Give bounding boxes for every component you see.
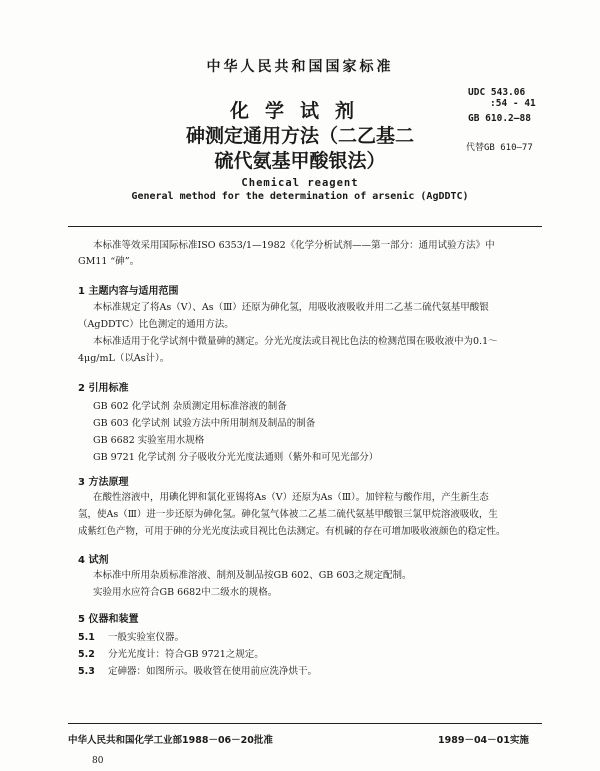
title-line-1: 化学试剂 xyxy=(229,100,370,122)
udc-number: UDC 543.06 xyxy=(468,87,526,98)
english-title-1: Chemical reagent xyxy=(241,177,359,189)
title-line-2: 砷测定通用方法（二乙基二 xyxy=(185,125,414,147)
section-1-p1-line-2: （AgDDTC）比色测定的通用方法。 xyxy=(78,319,234,330)
approval-line: 中华人民共和国化学工业部1988－06－20批准 xyxy=(68,735,273,746)
section-5-heading: 5 仪器和装置 xyxy=(78,614,139,625)
section-2-heading: 2 引用标准 xyxy=(78,383,129,394)
title-divider xyxy=(68,226,542,227)
reference-item: GB 6682 实验室用水规格 xyxy=(93,435,205,446)
udc-number-suffix: :54 - 41 xyxy=(490,98,536,109)
reference-item: GB 603 化学试剂 试验方法中所用制剂及制品的制备 xyxy=(93,418,316,429)
implementation-date: 1989－04－01实施 xyxy=(438,735,529,746)
gb-number: GB 610.2—88 xyxy=(468,113,531,124)
intro-line-1: 本标准等效采用国际标准ISO 6353/1—1982《化学分析试剂——第一部分：通用试验方法》中 xyxy=(93,240,495,251)
reference-item: GB 602 化学试剂 杂质测定用标准溶液的制备 xyxy=(93,401,287,412)
apparatus-item-number: 5.2 xyxy=(78,649,95,660)
section-3-line-3: 成紫红色产物，可用于砷的分光光度法或目视比色法测定。有机碱的存在可增加吸收液颜色的稳定性。 xyxy=(78,526,506,537)
page-number: 80 xyxy=(92,756,104,766)
apparatus-item xyxy=(78,629,184,643)
apparatus-item xyxy=(78,663,317,677)
section-3-heading: 3 方法原理 xyxy=(78,477,129,488)
section-4-heading: 4 试剂 xyxy=(78,555,109,566)
section-1-p2-line-1: 本标准适用于化学试剂中微量砷的测定。分光光度法或目视比色法的检测范围在吸收液中为0.1～ xyxy=(93,336,498,347)
section-4-line-1: 本标准中所用杂质标准溶液、制剂及制品按GB 602、GB 603之规定配制。 xyxy=(93,570,412,581)
apparatus-item-number: 5.3 xyxy=(78,666,95,677)
title-line-3: 硫代氨基甲酸银法） xyxy=(214,150,386,172)
apparatus-item-text: 一般实验室仪器。 xyxy=(108,632,185,643)
section-4-line-2: 实验用水应符合GB 6682中二级水的规格。 xyxy=(93,587,278,598)
english-title-2: General method for the determination of arsenic (AgDDTC) xyxy=(131,191,469,202)
replaces-note: 代替GB 610—77 xyxy=(466,143,533,153)
footer-divider xyxy=(68,723,542,724)
standard-header: 中华人民共和国国家标准 xyxy=(206,59,394,75)
section-3-line-2: 氢，使As（Ⅲ）进一步还原为砷化氢。砷化氢气体被二乙基二硫代氨基甲酸银三氯甲烷溶液吸收，生 xyxy=(78,509,498,520)
section-1-p1-line-1: 本标准规定了将As（V）、As（Ⅲ）还原为砷化氢，用吸收液吸收并用二乙基二硫代氨基甲酸银 xyxy=(93,302,489,313)
apparatus-item-number: 5.1 xyxy=(78,632,95,643)
apparatus-item-text: 定砷器：如图所示。吸收管在使用前应洗净烘干。 xyxy=(108,666,318,677)
apparatus-item-text: 分光光度计：符合GB 9721之规定。 xyxy=(108,649,264,660)
section-3-line-1: 在酸性溶液中，用碘化钾和氯化亚锡将As（V）还原为As（Ⅲ）。加锌粒与酸作用，产生新生态 xyxy=(93,492,489,503)
apparatus-item xyxy=(78,646,264,660)
section-1-p2-line-2: 4μg/mL（以As计）。 xyxy=(78,353,170,364)
reference-item: GB 9721 化学试剂 分子吸收分光光度法通则（紫外和可见光部分） xyxy=(93,452,379,463)
intro-line-2: GM11 “砷”。 xyxy=(78,256,140,267)
section-1-heading: 1 主题内容与适用范围 xyxy=(78,286,179,297)
